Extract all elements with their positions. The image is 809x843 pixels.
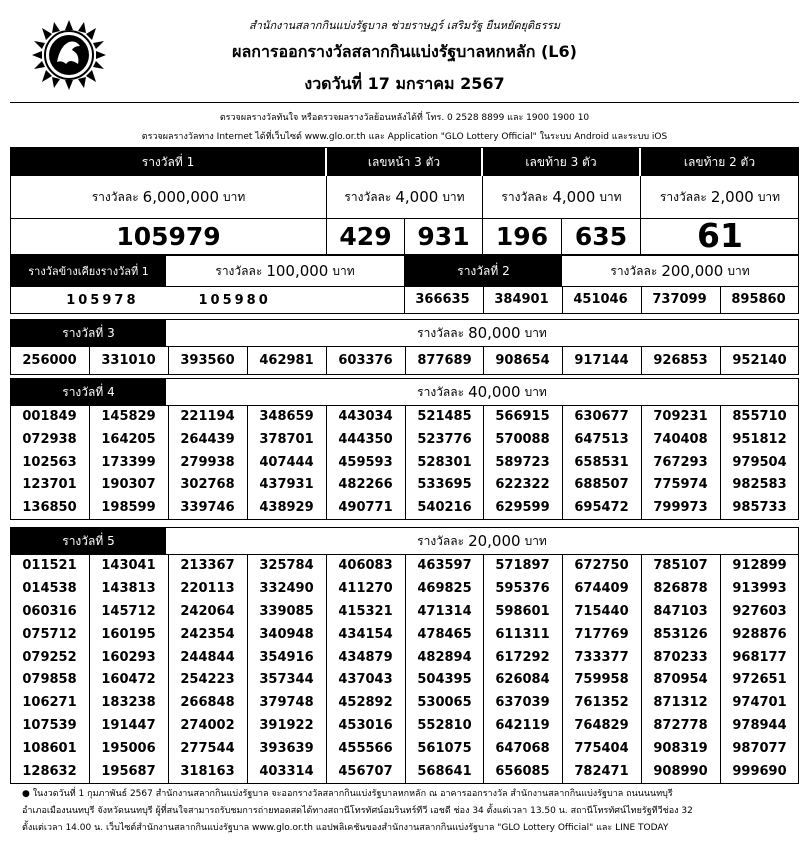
column-divider — [247, 555, 248, 783]
footer-note — [10, 786, 799, 841]
prize-number: 406083 — [338, 558, 393, 573]
prize-number: 926853 — [653, 353, 708, 368]
fifth-prize-amount: รางวัลละ 20,000 บาท — [417, 532, 547, 550]
column-divider — [641, 555, 642, 783]
prize-number: 523776 — [417, 432, 472, 447]
prize-number: 672750 — [574, 558, 629, 573]
prize-number: 164205 — [101, 432, 156, 447]
prize-number: 143041 — [101, 558, 156, 573]
prize-number: 642119 — [495, 718, 550, 733]
prize-number: 264439 — [180, 432, 235, 447]
prize-number: 190307 — [101, 477, 156, 492]
column-divider — [89, 555, 90, 783]
prize-number: 160293 — [101, 650, 156, 665]
prize-number: 658531 — [574, 455, 629, 470]
prize-number: 001849 — [22, 409, 77, 424]
prize-number: 974701 — [732, 695, 787, 710]
column-divider — [326, 555, 327, 783]
prize-number: 213367 — [180, 558, 235, 573]
org-slogan: สำนักงานสลากกินแบ่งรัฐบาล ช่วยราษฎร์ เสริมรัฐ ยืนหยัดยุติธรรม — [249, 19, 560, 32]
prize-number: 759958 — [574, 672, 629, 687]
column-divider — [641, 406, 642, 519]
prize-number: 160195 — [101, 627, 156, 642]
first-prize-number: 105979 — [116, 222, 221, 251]
column-divider — [720, 406, 721, 519]
column-divider — [720, 555, 721, 783]
prize-number: 733377 — [574, 650, 629, 665]
prize-number: 434879 — [338, 650, 393, 665]
prize-number: 908654 — [495, 353, 550, 368]
near-first-numbers: 105978 105980 — [66, 292, 271, 308]
second-prize-number: 451046 — [573, 292, 628, 307]
prize-number: 060316 — [22, 604, 77, 619]
prize-number: 463597 — [417, 558, 472, 573]
prize-number: 136850 — [22, 500, 77, 515]
back2-amount: รางวัลละ 2,000 บาท — [659, 188, 781, 206]
column-divider — [405, 347, 406, 374]
prize-number: 242354 — [180, 627, 235, 642]
prize-number: 785107 — [653, 558, 708, 573]
prize-number: 761352 — [574, 695, 629, 710]
prize-number: 437931 — [259, 477, 314, 492]
prize-number: 603376 — [338, 353, 393, 368]
prize-number: 102563 — [22, 455, 77, 470]
prize-number: 438929 — [259, 500, 314, 515]
third-prize-amount: รางวัลละ 80,000 บาท — [417, 324, 547, 342]
prize-number: 434154 — [338, 627, 393, 642]
prize-number: 079252 — [22, 650, 77, 665]
prize-number: 393560 — [180, 353, 235, 368]
column-divider — [326, 406, 327, 519]
prize-number: 871312 — [653, 695, 708, 710]
prize-number: 528301 — [417, 455, 472, 470]
column-divider — [89, 347, 90, 374]
prize-number: 277544 — [180, 741, 235, 756]
column-divider — [483, 555, 484, 783]
back3-header: เลขท้าย 3 ตัว — [483, 148, 639, 176]
prize-number: 533695 — [417, 477, 472, 492]
prize-number: 611311 — [495, 627, 550, 642]
column-divider — [562, 406, 563, 519]
divider — [483, 287, 484, 313]
prize-number: 482266 — [338, 477, 393, 492]
prize-number: 715440 — [574, 604, 629, 619]
draw-date: งวดวันที่ 17 มกราคม 2567 — [304, 74, 505, 93]
prize-number: 443034 — [338, 409, 393, 424]
second-prize-header: รางวัลที่ 2 — [405, 256, 562, 286]
prize-number: 332490 — [259, 581, 314, 596]
column-divider — [405, 555, 406, 783]
prize-number: 256000 — [22, 353, 77, 368]
prize-number: 107539 — [22, 718, 77, 733]
back3-number: 635 — [574, 222, 628, 251]
prize-number: 912899 — [732, 558, 787, 573]
prize-number: 674409 — [574, 581, 629, 596]
near-first-header: รางวัลข้างเคียงรางวัลที่ 1 — [11, 256, 166, 286]
column-divider — [641, 347, 642, 374]
prize-number: 220113 — [180, 581, 235, 596]
prize-number: 198599 — [101, 500, 156, 515]
prize-number: 917144 — [574, 353, 629, 368]
prize-number: 717769 — [574, 627, 629, 642]
prize-number: 455566 — [338, 741, 393, 756]
front3-amount: รางวัลละ 4,000 บาท — [344, 188, 465, 206]
prize-number: 688507 — [574, 477, 629, 492]
prize-number: 877689 — [417, 353, 472, 368]
column-divider — [326, 347, 327, 374]
prize-number: 637039 — [495, 695, 550, 710]
prize-number: 740408 — [653, 432, 708, 447]
prize-number: 274002 — [180, 718, 235, 733]
prize-number: 242064 — [180, 604, 235, 619]
prize-number: 530065 — [417, 695, 472, 710]
prize-number: 128632 — [22, 764, 77, 779]
prize-number: 978944 — [732, 718, 787, 733]
back3-amount: รางวัลละ 4,000 บาท — [501, 188, 622, 206]
footer-line: อำเภอเมืองนนทบุรี จังหวัดนนทบุรี ผู้ที่สนใจสามารถรับชมการถ่ายทอดสดได้ทางสถานีโทรทัศน์อมรินทร์ทีวี เอชดี ช่อง 34 ตั้งแต่เวลา 13.50 น. สถานีโทรทัศน์ไทยรัฐทีวีช่อง 32 — [22, 806, 693, 816]
prize-number: 847103 — [653, 604, 708, 619]
third-prize-header: รางวัลที่ 3 — [11, 320, 166, 346]
prize-number: 504395 — [417, 672, 472, 687]
near-first-amount: รางวัลละ 100,000 บาท — [215, 262, 355, 280]
footer-line: ตั้งแต่เวลา 14.00 น. เว็บไซต์สำนักงานสลากกินแบ่งรัฐบาล www.glo.or.th แอปพลิเคชันของสำนักงานสลากกินแบ่งรัฐบาล "GLO Lottery Official" และ LINE TODAY — [22, 823, 669, 833]
prize-number: 952140 — [732, 353, 787, 368]
column-divider — [168, 347, 169, 374]
divider — [10, 102, 799, 103]
column-divider — [168, 555, 169, 783]
prize-number: 014538 — [22, 581, 77, 596]
prize-number: 415321 — [338, 604, 393, 619]
prize-number: 482894 — [417, 650, 472, 665]
prize-number: 072938 — [22, 432, 77, 447]
back2-number: 61 — [697, 216, 743, 255]
column-divider — [483, 406, 484, 519]
prize-number: 254223 — [180, 672, 235, 687]
prize-number: 391922 — [259, 718, 314, 733]
prize-number: 011521 — [22, 558, 77, 573]
prize-number: 972651 — [732, 672, 787, 687]
prize-number: 568641 — [417, 764, 472, 779]
column-divider — [562, 347, 563, 374]
prize-number: 595376 — [495, 581, 550, 596]
prize-number: 221194 — [180, 409, 235, 424]
check-info-internet: ตรวจผลรางวัลทาง Internet ได้ที่เว็บไซต์ www.glo.or.th และ Application "GLO Lottery Official" ในระบบ Android และระบบ iOS — [141, 132, 668, 142]
prize-number: 195687 — [101, 764, 156, 779]
prize-number: 348659 — [259, 409, 314, 424]
prize-number: 571897 — [495, 558, 550, 573]
prize-number: 979504 — [732, 455, 787, 470]
fourth-prize-amount: รางวัลละ 40,000 บาท — [417, 383, 547, 401]
prize-number: 183238 — [101, 695, 156, 710]
prize-number: 987077 — [732, 741, 787, 756]
prize-number: 160472 — [101, 672, 156, 687]
footer-line: ● ในงวดวันที่ 1 กุมภาพันธ์ 2567 สำนักงานสลากกินแบ่งรัฐบาล จะออกรางวัลสลากกินแบ่งรัฐบาลหกหลัก ณ อาคารออกรางวัล สำนักงานสลากกินแบ่งรัฐบาล ถนนนนทบุรี — [22, 789, 673, 799]
prize-number: 870233 — [653, 650, 708, 665]
column-divider — [562, 555, 563, 783]
prize-number: 622322 — [495, 477, 550, 492]
prize-number: 459593 — [338, 455, 393, 470]
prize-number: 589723 — [495, 455, 550, 470]
prize-number: 462981 — [259, 353, 314, 368]
prize-number: 913993 — [732, 581, 787, 596]
prize-number: 561075 — [417, 741, 472, 756]
prize-number: 143813 — [101, 581, 156, 596]
prize-number: 853126 — [653, 627, 708, 642]
prize-number: 244844 — [180, 650, 235, 665]
prize-number: 767293 — [653, 455, 708, 470]
prize-number: 407444 — [259, 455, 314, 470]
column-divider — [483, 347, 484, 374]
prize-number: 872778 — [653, 718, 708, 733]
prize-number: 108601 — [22, 741, 77, 756]
prize-number: 968177 — [732, 650, 787, 665]
prize-number: 325784 — [259, 558, 314, 573]
front3-number: 931 — [417, 222, 470, 251]
prize-number: 437043 — [338, 672, 393, 687]
prize-number: 629599 — [495, 500, 550, 515]
column-divider — [247, 347, 248, 374]
prize-number: 695472 — [574, 500, 629, 515]
prize-number: 927603 — [732, 604, 787, 619]
divider — [562, 287, 563, 313]
prize-number: 106271 — [22, 695, 77, 710]
prize-number: 985733 — [732, 500, 787, 515]
prize-number: 411270 — [338, 581, 393, 596]
prize-number: 302768 — [180, 477, 235, 492]
prize-number: 456707 — [338, 764, 393, 779]
column-divider — [405, 406, 406, 519]
prize-number: 775404 — [574, 741, 629, 756]
prize-number: 339746 — [180, 500, 235, 515]
prize-number: 566915 — [495, 409, 550, 424]
prize-number: 478465 — [417, 627, 472, 642]
prize-number: 266848 — [180, 695, 235, 710]
prize-number: 191447 — [101, 718, 156, 733]
second-prize-number: 895860 — [731, 292, 786, 307]
prize-number: 357344 — [259, 672, 314, 687]
page-title: ผลการออกรางวัลสลากกินแบ่งรัฐบาลหกหลัก (L6) — [232, 42, 577, 61]
prize-number: 452892 — [338, 695, 393, 710]
prize-number: 469825 — [417, 581, 472, 596]
prize-number: 173399 — [101, 455, 156, 470]
column-divider — [720, 347, 721, 374]
prize-number: 908319 — [653, 741, 708, 756]
prize-number: 279938 — [180, 455, 235, 470]
prize-number: 617292 — [495, 650, 550, 665]
prize-number: 709231 — [653, 409, 708, 424]
front3-number: 429 — [339, 222, 392, 251]
prize-number: 079858 — [22, 672, 77, 687]
check-info-phone: ตรวจผลรางวัลทันใจ หรือตรวจผลรางวัลย้อนหลังได้ที่ โทร. 0 2528 8899 และ 1900 1900 10 — [219, 113, 590, 123]
prize-number: 775974 — [653, 477, 708, 492]
prize-number: 471314 — [417, 604, 472, 619]
prize-number: 379748 — [259, 695, 314, 710]
prize-number: 656085 — [495, 764, 550, 779]
prize-number: 453016 — [338, 718, 393, 733]
prize-number: 354916 — [259, 650, 314, 665]
prize-number: 928876 — [732, 627, 787, 642]
prize-number: 339085 — [259, 604, 314, 619]
prize-number: 378701 — [259, 432, 314, 447]
prize-number: 782471 — [574, 764, 629, 779]
second-prize-amount: รางวัลละ 200,000 บาท — [610, 262, 750, 280]
divider — [641, 287, 642, 313]
prize-number: 403314 — [259, 764, 314, 779]
back2-header: เลขท้าย 2 ตัว — [641, 148, 798, 176]
column-divider — [168, 406, 169, 519]
prize-number: 123701 — [22, 477, 77, 492]
second-prize-number: 366635 — [415, 292, 470, 307]
prize-number: 331010 — [101, 353, 156, 368]
prize-number: 647068 — [495, 741, 550, 756]
prize-number: 647513 — [574, 432, 629, 447]
divider — [720, 287, 721, 313]
front3-header: เลขหน้า 3 ตัว — [327, 148, 481, 176]
first-prize-header: รางวัลที่ 1 — [11, 148, 325, 176]
fourth-prize-header: รางวัลที่ 4 — [11, 379, 166, 405]
prize-number: 195006 — [101, 741, 156, 756]
prize-number: 145829 — [101, 409, 156, 424]
prize-number: 490771 — [338, 500, 393, 515]
prize-number: 982583 — [732, 477, 787, 492]
prize-number: 075712 — [22, 627, 77, 642]
prize-number: 908990 — [653, 764, 708, 779]
column-divider — [247, 406, 248, 519]
fifth-prize-header: รางวัลที่ 5 — [11, 528, 166, 554]
prize-number: 951812 — [732, 432, 787, 447]
prize-number: 630677 — [574, 409, 629, 424]
second-prize-number: 384901 — [494, 292, 549, 307]
second-prize-number: 737099 — [652, 292, 707, 307]
prize-number: 826878 — [653, 581, 708, 596]
first-prize-amount: รางวัลละ 6,000,000 บาท — [91, 188, 246, 206]
prize-number: 393639 — [259, 741, 314, 756]
prize-number: 799973 — [653, 500, 708, 515]
prize-number: 552810 — [417, 718, 472, 733]
prize-number: 318163 — [180, 764, 235, 779]
prize-number: 999690 — [732, 764, 787, 779]
prize-number: 540216 — [417, 500, 472, 515]
prize-number: 855710 — [732, 409, 787, 424]
prize-number: 340948 — [259, 627, 314, 642]
column-divider — [89, 406, 90, 519]
prize-number: 145712 — [101, 604, 156, 619]
prize-number: 626084 — [495, 672, 550, 687]
prize-number: 521485 — [417, 409, 472, 424]
prize-number: 764829 — [574, 718, 629, 733]
prize-number: 444350 — [338, 432, 393, 447]
back3-number: 196 — [495, 222, 549, 251]
prize-number: 870954 — [653, 672, 708, 687]
prize-number: 598601 — [495, 604, 550, 619]
prize-number: 570088 — [495, 432, 550, 447]
